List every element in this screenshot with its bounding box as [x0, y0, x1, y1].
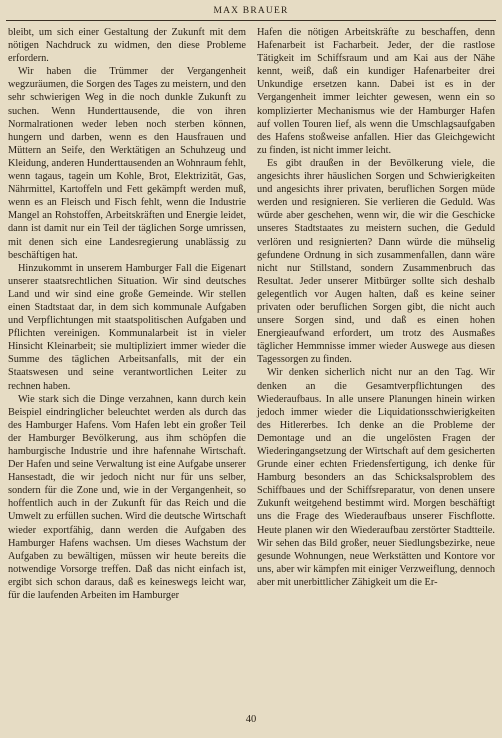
running-header: MAX BRAUER: [213, 6, 289, 16]
paragraph: Wir denken sicherlich nicht nur an den Tag. Wir denken an die Gesamtverpflichtungen des Wiederaufbaus. In alle unsere Planungen hinein wirken jedoch immer wieder die Liquidationsschwierigkeiten des Hitlererbes. Ich denke an die Probleme der Demontage und an die ungelösten Fragen der Wiederingangsetzung der Wirtschaft auf dem gesicherten Grunde einer echten Friedensfertigung, ich denke für Hamburg besonders an das Schicksalsproblem des Schiffbaues und der Schiffsreparatur, von denen unsere Zukunft weitgehend bestimmt wird. Morgen beschäftigt uns die Frage des Wiederaufbaus unserer Fischflotte. Heute planen wir den Wiederaufbau zerstörter Stadtteile. Wir sehen das Bild großer, neuer Siedlungsbezirke, neue gesunde Wohnungen, neue Werkstätten und Kontore vor uns, aber wir kämpfen mit einiger Verzweiflung, dennoch aber mit unerbittlicher Zähigkeit um die Er-: [257, 367, 495, 588]
right-column: [257, 26, 495, 589]
paragraph: Wie stark sich die Dinge verzahnen, kann durch kein Beispiel eindringlicher beleuchtet werden als durch das des Hamburger Hafens. Vom Hafen lebt ein großer Teil der Hamburger Bevölkerung, aus ihm schöpfen die hamburgische Industrie und ihre hafennahe Wirtschaft. Der Hafen und seine Verwaltung ist eine Aufgabe unserer Hansestadt, die wir jedoch nicht nur für uns selber, sondern für die Zone und, wie in der Vergangenheit, so hoffentlich auch in der Zukunft für das Reich und die Umwelt zu erfüllen suchen. Wird die deutsche Wirtschaft wieder exportfähig, dann werden die Aufgaben des Hamburger Hafens wachsen. Um dieses Wachstum der Aufgaben zu bewältigen, müssen wir heute bereits die notwendige Vorsorge treffen. Daß das nicht einfach ist, ergibt sich schon daraus, daß es keineswegs leicht war, für die laufenden Arbeiten im Hamburger: [8, 393, 246, 602]
paragraph: Wir haben die Trümmer der Vergangenheit wegzuräumen, die Sorgen des Tages zu meistern, und den sehr schwierigen Weg in die noch dunkle Zukunft zu suchen. Wenn Hunderttausende, die von ihren Normalrationen weder leben noch sterben können, hungern und darben, wenn es den Hausfrauen und Müttern an Seife, den Werktätigen an Schuhzeug und Kleidung, anderen Hunderttausenden an Wohnraum fehlt, wenn tagaus, tagein um Kohle, Brot, Elektrizität, Gas, Nährmittel, Kartoffeln und Fett gekämpft werden muß, wenn es an Fleisch und Fisch fehlt, wenn die Industrie Mangel an Rohstoffen, Arbeitskräften und Energie leidet, dann ist damit nur ein Teil der täglichen Sorge umrissen, mit denen sich eine Landesregierung unablässig zu beschäftigen hat.: [8, 66, 246, 261]
left-column: [8, 26, 246, 602]
paragraph: bleibt, um sich einer Gestaltung der Zukunft mit dem nötigen Nachdruck zu widmen, den diese Probleme erfordern.: [8, 27, 246, 65]
paragraph: Hinzukommt in unserem Hamburger Fall die Eigenart unserer staatsrechtlichen Situation. Wir sind deutsches Land und wir sind eine große Gemeinde. Wir stellen einen Stadtstaat dar, in dem sich kommunale Aufgaben und Verpflichtungen mit staatspolitischen Aufgaben und Pflichten vereinigen. Kommunalarbeit ist in vieler Hinsicht Kleinarbeit; sie multipliziert immer wieder die Summe des täglichen Arbeitsanfalls, mit der ein Staatswesen und seine verantwortlichen Leiter zu rechnen haben.: [8, 262, 246, 392]
header-rule: [6, 20, 496, 21]
paragraph: Es gibt draußen in der Bevölkerung viele, die angesichts ihrer häuslichen Sorgen und Schwierigkeiten und angesichts ihrer privaten, beruflichen Sorgen müde werden und resignieren. Sie verlieren die Geduld. Was würde aber geschehen, wenn wir, die wir die Geschicke unseres Stadtstaates zu meistern suchen, die Geduld verlören und resignierten? Dann würde die mühselig gefundene Ordnung in sich zusammenfallen, dann wäre nicht nur Stillstand, sondern Zusammenbruch das Resultat. Jeder unserer Mitbürger sollte sich deshalb gelegentlich vor Augen halten, daß es keine seiner privaten oder beruflichen Sorgen gibt, die nicht auch unsere Sorgen sind, und daß es einen hohen Energieaufwand erfordert, um trotz des Ausmaßes täglicher Hemmnisse immer wieder Auswege aus diesen Tagessorgen zu finden.: [257, 157, 495, 366]
paragraph: Hafen die nötigen Arbeitskräfte zu beschaffen, denn Hafenarbeit ist Facharbeit. Jeder, der die rastlose Tätigkeit im Schiffsraum und am Kai aus der Nähe kennt, weiß, daß ein kundiger Hafenarbeiter drei Unkundige ersetzen kann. Dabei ist es in der Vergangenheit immer leichter gewesen, wenn ein so komplizierter Mechanismus wie der Hamburger Hafen auf vollen Touren lief, als wenn die Umschlagsaufgaben des Hafens stoßweise anfallen. Hier das Gleichgewicht zu finden, ist nicht immer leicht.: [257, 27, 495, 156]
page-number: 40: [245, 714, 257, 725]
